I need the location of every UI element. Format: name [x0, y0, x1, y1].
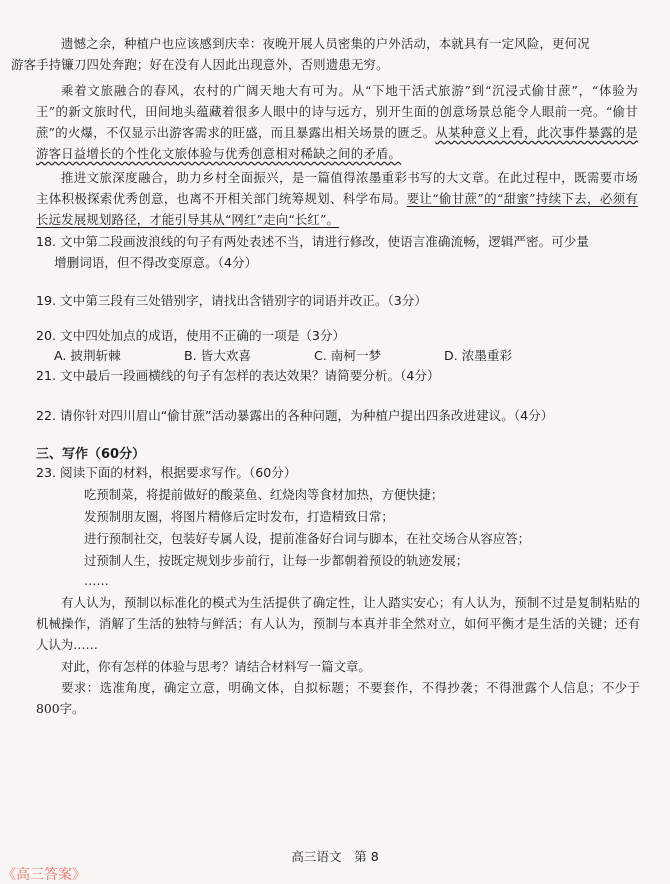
q18-continued: 增删词语，但不得改变原意。（4分）: [54, 255, 258, 270]
p3-text: 推进文旅深度融合，助力乡村全面振兴，是一篇值得浓墨重彩书写的大文章。在此过程中，既需要市场主体积极探索优秀创意，也离不开相关部门统筹规划、科学布局。: [36, 170, 638, 206]
watermark: 《高三答案》: [2, 867, 86, 883]
passage-paragraph-1: [11, 33, 638, 75]
question-20: 20. 文中四处加点的成语，使用不正确的一项是（3分）: [36, 328, 346, 343]
material-paragraph: 有人认为，预制以标准化的模式为生活提供了确定性，让人踏实安心；有人认为，预制不过是复制粘贴的机械操作，消解了生活的独特与鲜活；有人认为，预制与本真并非全然对立，如何平衡才是生活的关键；还有人认为……: [36, 595, 640, 652]
passage-paragraph-2: [36, 80, 638, 164]
p3-underlined-sentence: 要让“偷甘蔗”的“甜蜜”持续下去，必须有长远发展规划路径，才能引导其从“网红”走向“长红”。: [36, 191, 638, 227]
option-a: A. 披荆斩棘: [54, 348, 121, 363]
p1-line1: 遗憾之余，种植户也应该感到庆幸：夜晚开展人员密集的户外活动，本就具有一定风险，更何况: [61, 36, 590, 51]
material-line-1: 吃预制菜，将提前做好的酸菜鱼、红烧肉等食材加热，方便快捷；: [84, 487, 444, 502]
p1-line2: 游客手持镰刀四处奔跑；好在没有人因此出现意外，否则遗患无穷。: [11, 57, 389, 72]
option-c: C. 南柯一梦: [314, 348, 382, 363]
page-footer: 高三语文 第 8: [291, 849, 379, 864]
material-line-3: 进行预制社交，包装好专属人设，提前准备好台词与脚本，在社交场合从容应答；: [84, 531, 531, 546]
writing-requirements: 要求：选准角度，确定立意，明确文体，自拟标题；不要套作，不得抄袭；不得泄露个人信息；不少于800字。: [36, 680, 640, 716]
option-d: D. 浓墨重彩: [444, 348, 513, 363]
question-19: 19. 文中第三段有三处错别字，请找出含错别字的词语并改正。（3分）: [36, 293, 427, 308]
q18-text: 18. 文中第二段画波浪线的句子有两处表述不当，请进行修改，使语言准确流畅，逻辑严密。可少量: [36, 234, 589, 249]
writing-section-title: 三、写作（60分）: [36, 447, 146, 462]
passage-paragraph-3: [36, 167, 638, 230]
option-b: B. 皆大欢喜: [184, 348, 252, 363]
material-line-4: 过预制人生，按既定规划步步前行，让每一步都朝着预设的轨迹发展；: [84, 553, 469, 568]
p2-wavy-sentence: 从某种意义上看，此次事件暴露的是游客日益增长的个性化文旅体验与优秀创意相对稀缺之间的矛盾。: [36, 125, 639, 161]
writing-prompt: 对此，你有怎样的体验与思考？请结合材料写一篇文章。: [61, 659, 371, 674]
question-21: 21. 文中最后一段画横线的句子有怎样的表达效果？请简要分析。（4分）: [36, 368, 440, 383]
question-22: 22. 请你针对四川眉山“偷甘蔗”活动暴露出的各种问题，为种植户提出四条改进建议。（4分）: [36, 408, 554, 423]
question-18: [36, 231, 640, 273]
question-23: 23. 阅读下面的材料，根据要求写作。（60分）: [36, 465, 297, 480]
p2-text: 乘着文旅融合的春风，农村的广阔天地大有可为。从“下地干活式旅游”到“沉浸式偷甘蔗”，“体验为王”的新文旅时代，田间地头蕴藏着很多人眼中的诗与远方，别开生面的创意场景总能令人眼前一亮。“偷甘蔗”的火爆，不仅显示出游客需求的旺盛，而且暴露出相关场景的匮乏。: [36, 83, 638, 140]
material-line-2: 发预制朋友圈，将图片精修后定时发布，打造精致日常；: [84, 509, 394, 524]
q20-options: [54, 345, 512, 364]
material-ellipsis: ……: [84, 573, 109, 588]
